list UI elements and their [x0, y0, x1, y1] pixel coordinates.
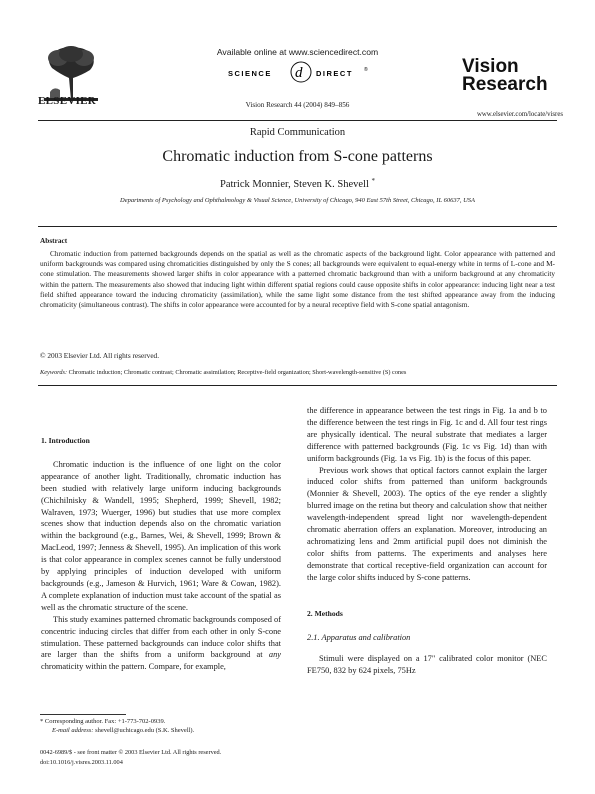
intro-paragraph-1: Chromatic induction is the influence of one light on the color appearance of another light. Traditionally, chromatic induction has been studied with relatively large uniform inducing backgrounds (Chichilnisky & Wandell, 1995; Shepherd, 1999; Shevell, 1982; Walraven, 1973; Wuerger, 1996) but studies that use more complex scenes show that induction depends also on the chromatic variation within the background (e.g., Barnes, Wei, & Shevell, 1999; Brown & MacLeod, 1997; Jenness & Shevell, 1995). An implication of this work is that color appearance in complex scenes cannot be fully understood by applying principles of induction developed with uniform backgrounds (e.g., Jameson & Hurvich, 1961; Ware & Cowan, 1982). A complete explanation of induction must take account of the spatial as well as the chromatic structure of the scene.	[41, 459, 281, 612]
journal-url[interactable]: www.elsevier.com/locate/visres	[476, 111, 563, 118]
footnote-rule	[40, 714, 126, 715]
abstract-heading: Abstract	[40, 236, 68, 245]
journal-citation: Vision Research 44 (2004) 849–856	[245, 101, 350, 109]
paper-title: Chromatic induction from S-cone patterns	[162, 148, 433, 165]
subsection-heading-apparatus: 2.1. Apparatus and calibration	[307, 632, 411, 642]
footer-issn-line: 0042-6989/$ - see front matter © 2003 Elsevier Ltd. All rights reserved.	[40, 749, 222, 756]
footnote-email[interactable]: shevell@uchicago.edu (S.K. Shevell).	[93, 727, 195, 734]
abstract-top-rule	[38, 226, 557, 227]
right-column	[307, 405, 547, 677]
footnote-email-label: E-mail address:	[52, 727, 94, 734]
abstract-body: Chromatic induction from patterned backgrounds depends on the spatial as well as the chromatic aspects of the background light. Color appearance with patterned and uniform backgrounds was compared using chromaticities distinguished by only the S cones; all backgrounds were equivalent to equal-energy white in terms of L-cone and M-cone stimulation. The measurements showed larger shifts in color appearance with a patterned chromatic background than with a uniform background at any chromaticity within the pattern. The measurements also showed that inducing light within different spatial regions could cause opposite shifts in color appearance: inducing light near a test field shifted appearance toward the inducing chromaticity (assimilation), while the same light some distance from the test shifted appearance away from the inducing chromaticity (simultaneous contrast). The shifts in color appearance were accounted for by a neural receptive field with S-cone spatial antagonism.	[40, 249, 555, 310]
sd-logo-right-text: DIRECT	[316, 69, 353, 78]
page-footer	[40, 748, 221, 768]
article-type: Rapid Communication	[249, 127, 346, 138]
publisher-name: ELSEVIER	[38, 95, 97, 107]
author-list	[0, 177, 595, 190]
journal-logo-text	[462, 58, 548, 94]
footer-doi[interactable]: doi:10.1016/j.visres.2003.11.004	[40, 759, 123, 766]
methods-paragraph-1: Stimuli were displayed on a 17" calibrated color monitor (NEC FE750, 832 by 624 pixels, 75Hz	[307, 654, 547, 676]
sciencedirect-logo	[228, 60, 374, 86]
abstract-bottom-rule	[38, 385, 557, 386]
section-heading-methods: 2. Methods	[307, 608, 343, 618]
intro-paragraph-3: Previous work shows that optical factors cannot explain the larger induced color shifts from patterned than uniform backgrounds (Monnier & Shevell, 2003). The optics of the eye render a slightly blurred image on the retina but theory and calculation show that neither wavelength-independent spread light nor wavelength-dependent chromatic aberration offers an explanation. Moreover, introducing an achromatizing lens and 2mm artificial pupil does not diminish the color shifts from patterns. The experiments and analyses here demonstrate that cortical receptive-field organization can account for the large color shifts induced by S-cone patterns.	[307, 465, 547, 582]
footnote	[40, 717, 290, 735]
header-rule	[38, 120, 557, 121]
journal-name-line2: Research	[462, 74, 548, 95]
available-online-text: Available online at www.sciencedirect.com	[216, 47, 379, 57]
affiliation: Departments of Psychology and Ophthalmology & Visual Science, University of Chicago, 940 East 57th Street, Chicago, IL 60637, USA	[120, 197, 475, 204]
keywords-list: Chromatic induction; Chromatic contrast; Chromatic assimilation; Receptive-field organization; Short-wavelength-sensitive (S) cones	[68, 369, 407, 376]
keywords	[40, 369, 555, 376]
keywords-label: Keywords:	[40, 369, 68, 376]
footnote-email-line	[40, 726, 290, 735]
intro-paragraph-2: This study examines patterned chromatic backgrounds composed of concentric inducing circles that differ from each other in only S-cone stimulation. These patterned backgrounds can induce color shifts that are larger than the shifts from a uniform background at any chromaticity within the pattern. Compare, for example,	[41, 614, 281, 672]
intro-paragraph-2-continued: the difference in appearance between the test rings in Fig. 1a and b to the difference between the test rings in Fig. 1c and d. All four test rings are physically identical. The neural substrate that mediates a larger difference with patterned backgrounds (Fig. 1c vs Fig. 1d) than with uniform backgrounds (Fig. 1a vs Fig. 1b) is the focus of this paper.	[307, 406, 547, 463]
author-names: Patrick Monnier, Steven K. Shevell	[219, 179, 369, 190]
footnote-corresponding-author: * Corresponding author. Fax: +1-773-702-0939.	[40, 718, 166, 725]
sd-logo-sup: ®	[364, 67, 368, 73]
author-footnote-mark[interactable]: *	[371, 177, 375, 185]
sd-logo-left-text: SCIENCE	[228, 69, 272, 78]
svg-text:d: d	[295, 65, 303, 81]
journal-name-line1: Vision	[462, 56, 519, 77]
abstract-copyright: © 2003 Elsevier Ltd. All rights reserved.	[40, 351, 160, 360]
left-column	[41, 435, 281, 673]
section-heading-introduction: 1. Introduction	[41, 436, 90, 445]
